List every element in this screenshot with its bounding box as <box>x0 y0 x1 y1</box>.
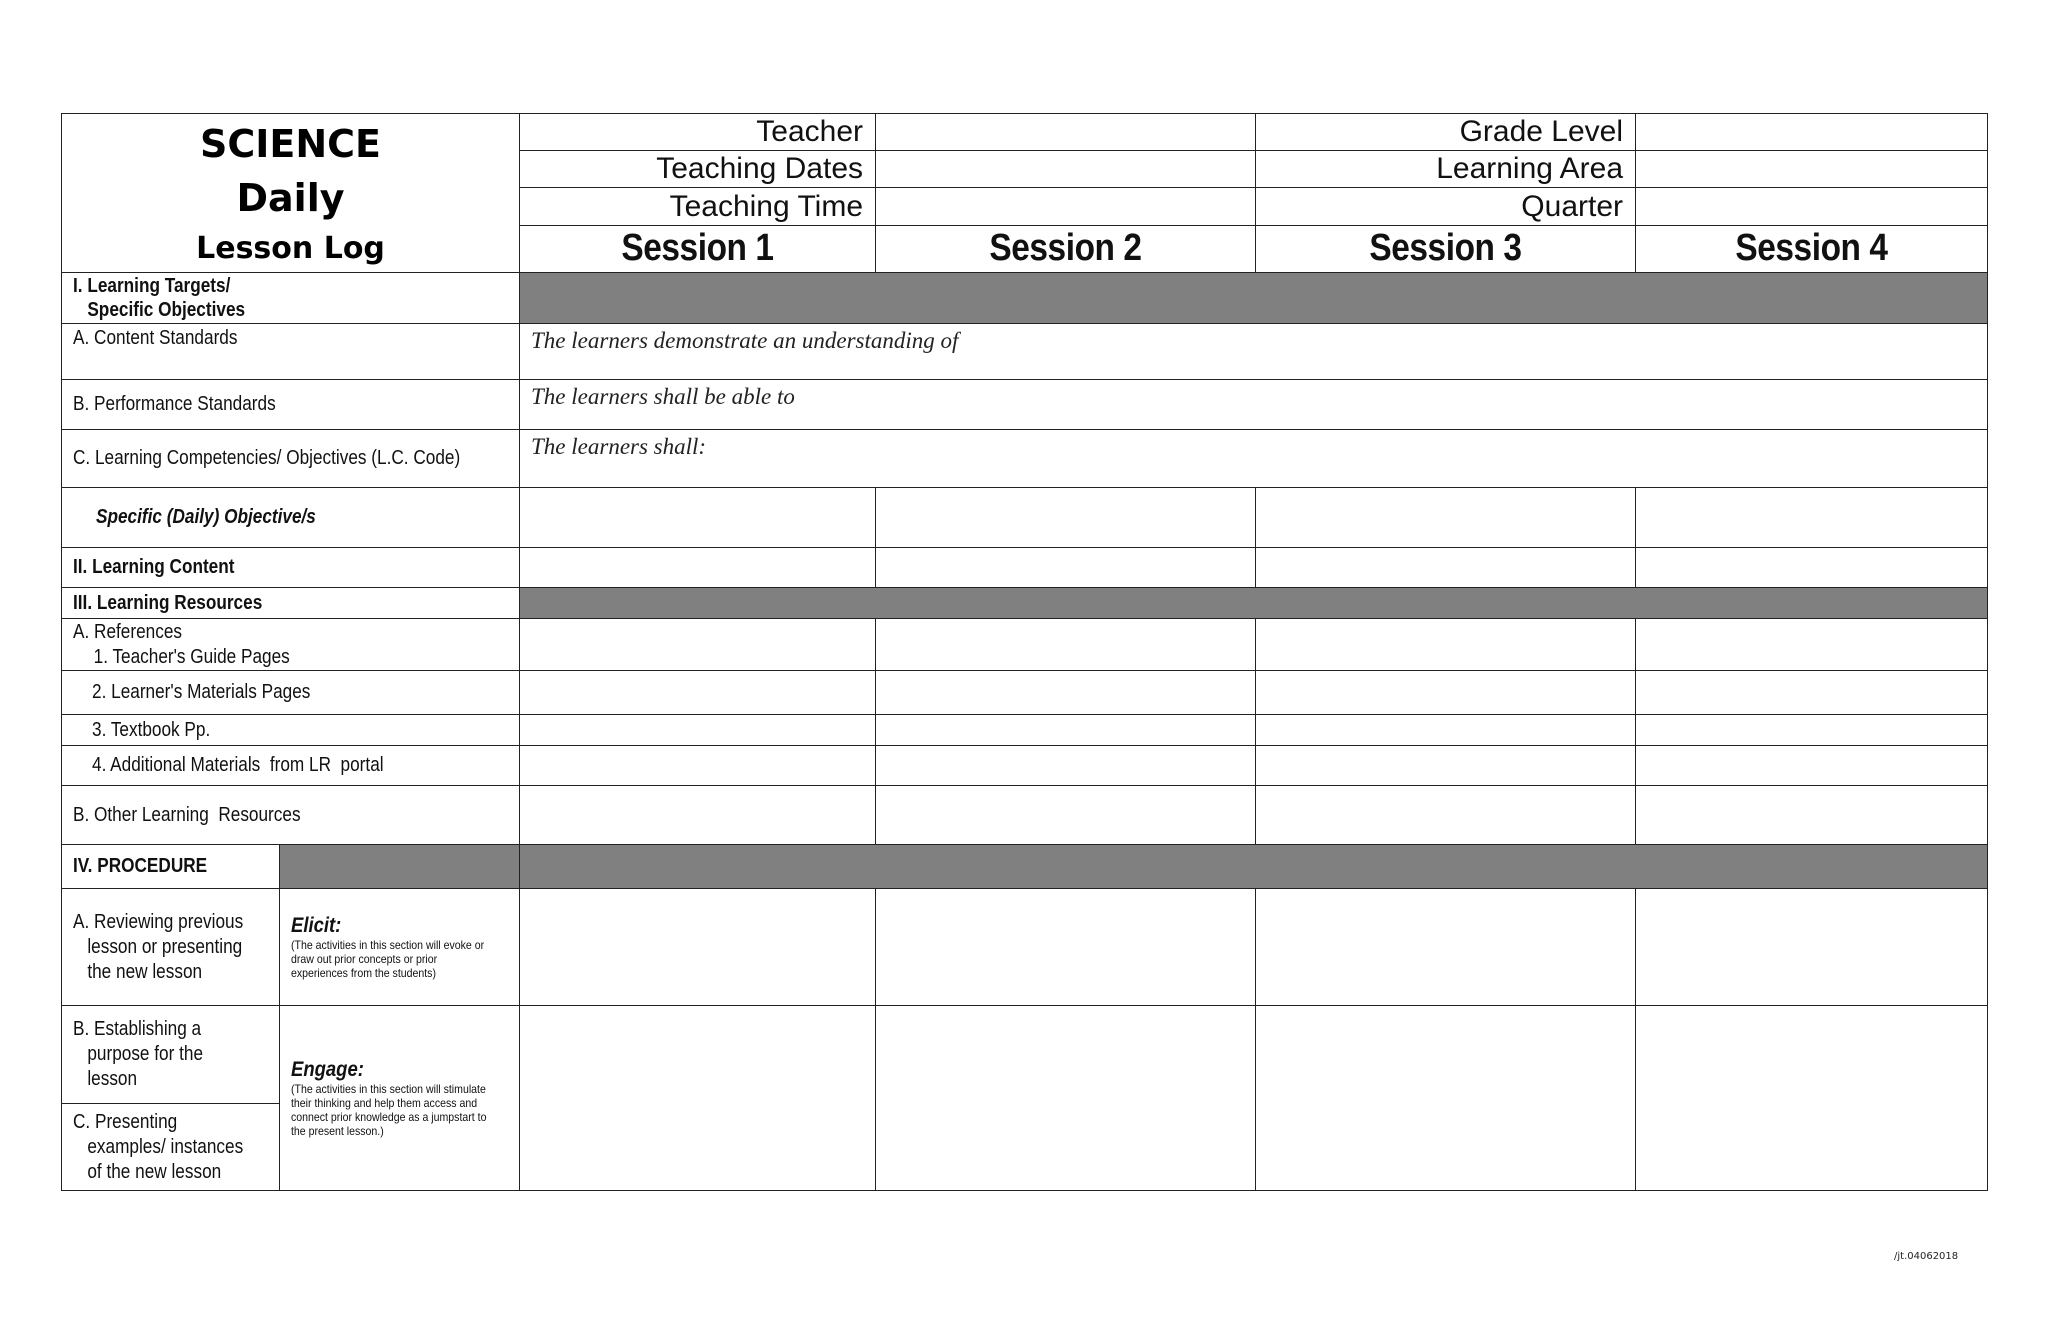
title-daily: Daily <box>236 176 345 220</box>
teaching-time-label: Teaching Time <box>520 188 876 225</box>
presenting-label: C. Presenting examples/ instances of the new lesson <box>62 1104 280 1191</box>
reviewing-session-3[interactable] <box>1256 889 1636 1006</box>
learners-materials-session-4[interactable] <box>1636 671 1988 715</box>
learning-area-field[interactable] <box>1636 151 1988 188</box>
engage-stage <box>280 1006 520 1191</box>
other-resources-label: B. Other Learning Resources <box>62 786 520 845</box>
gray-bar <box>520 273 1988 324</box>
title-lesson-log: Lesson Log <box>196 231 385 266</box>
reviewing-session-2[interactable] <box>876 889 1256 1006</box>
engage-session-4[interactable] <box>1636 1006 1988 1191</box>
learning-content-session-1[interactable] <box>520 548 876 588</box>
learning-content-session-3[interactable] <box>1256 548 1636 588</box>
reviewing-session-4[interactable] <box>1636 889 1988 1006</box>
teacher-label: Teacher <box>520 114 876 151</box>
engage-session-3[interactable] <box>1256 1006 1636 1191</box>
learning-targets-heading: I. Learning Targets/ Specific Objectives <box>62 273 520 324</box>
quarter-field[interactable] <box>1636 188 1988 225</box>
teaching-dates-field[interactable] <box>876 151 1256 188</box>
learners-materials-session-3[interactable] <box>1256 671 1636 715</box>
textbook-label: 3. Textbook Pp. <box>62 715 520 746</box>
textbook-session-4[interactable] <box>1636 715 1988 746</box>
gray-bar <box>520 588 1988 619</box>
session-3-header: Session 3 <box>1256 225 1636 272</box>
teachers-guide-session-4[interactable] <box>1636 619 1988 671</box>
title-subject: SCIENCE <box>200 122 382 166</box>
log-title <box>62 114 520 273</box>
specific-objectives-session-1[interactable] <box>520 488 876 548</box>
elicit-stage <box>280 889 520 1006</box>
teachers-guide-session-3[interactable] <box>1256 619 1636 671</box>
elicit-name: Elicit: <box>291 914 342 937</box>
procedure-heading: IV. PROCEDURE <box>62 845 280 889</box>
learning-resources-heading: III. Learning Resources <box>62 588 520 619</box>
additional-materials-session-2[interactable] <box>876 746 1256 786</box>
additional-materials-session-3[interactable] <box>1256 746 1636 786</box>
learning-area-label: Learning Area <box>1256 151 1636 188</box>
grade-level-label: Grade Level <box>1256 114 1636 151</box>
learning-content-heading: II. Learning Content <box>62 548 520 588</box>
additional-materials-label: 4. Additional Materials from LR portal <box>62 746 520 786</box>
learners-materials-label: 2. Learner's Materials Pages <box>62 671 520 715</box>
other-resources-session-2[interactable] <box>876 786 1256 845</box>
textbook-session-2[interactable] <box>876 715 1256 746</box>
specific-objectives-session-3[interactable] <box>1256 488 1636 548</box>
teachers-guide-session-2[interactable] <box>876 619 1256 671</box>
session-4-header: Session 4 <box>1636 225 1988 272</box>
engage-session-2[interactable] <box>876 1006 1256 1191</box>
daily-lesson-log-table <box>61 113 1988 1191</box>
additional-materials-session-4[interactable] <box>1636 746 1988 786</box>
content-standards-text[interactable]: The learners demonstrate an understanding of <box>520 324 1988 380</box>
teaching-time-field[interactable] <box>876 188 1256 225</box>
additional-materials-session-1[interactable] <box>520 746 876 786</box>
learning-content-session-2[interactable] <box>876 548 1256 588</box>
reviewing-session-1[interactable] <box>520 889 876 1006</box>
learning-competencies-label: C. Learning Competencies/ Objectives (L.C. Code) <box>62 430 520 488</box>
other-resources-session-3[interactable] <box>1256 786 1636 845</box>
teachers-guide-session-1[interactable] <box>520 619 876 671</box>
elicit-description: (The activities in this section will evoke or draw out prior concepts or prior experiences from the students) <box>291 938 485 980</box>
learning-content-session-4[interactable] <box>1636 548 1988 588</box>
teacher-field[interactable] <box>876 114 1256 151</box>
content-standards-label: A. Content Standards <box>62 324 520 380</box>
references-label: A. References 1. Teacher's Guide Pages <box>62 619 520 671</box>
gray-bar <box>280 845 520 889</box>
other-resources-session-4[interactable] <box>1636 786 1988 845</box>
learners-materials-session-1[interactable] <box>520 671 876 715</box>
session-2-header: Session 2 <box>876 225 1256 272</box>
session-1-header: Session 1 <box>520 225 876 272</box>
reviewing-label: A. Reviewing previous lesson or presenting the new lesson <box>62 889 280 1006</box>
specific-objectives-label: Specific (Daily) Objective/s <box>62 488 520 548</box>
gray-bar <box>520 845 1988 889</box>
engage-name: Engage: <box>291 1058 364 1081</box>
engage-session-1[interactable] <box>520 1006 876 1191</box>
grade-level-field[interactable] <box>1636 114 1988 151</box>
engage-description: (The activities in this section will stimulate their thinking and help them access and connect prior knowledge as a jumpstart to the present lesson.) <box>291 1082 487 1138</box>
specific-objectives-session-4[interactable] <box>1636 488 1988 548</box>
textbook-session-1[interactable] <box>520 715 876 746</box>
establishing-label: B. Establishing a purpose for the lesson <box>62 1006 280 1104</box>
learning-competencies-text[interactable]: The learners shall: <box>520 430 1988 488</box>
specific-objectives-session-2[interactable] <box>876 488 1256 548</box>
footer-code: /jt.04062018 <box>1894 1251 1959 1262</box>
teaching-dates-label: Teaching Dates <box>520 151 876 188</box>
performance-standards-label: B. Performance Standards <box>62 380 520 430</box>
textbook-session-3[interactable] <box>1256 715 1636 746</box>
other-resources-session-1[interactable] <box>520 786 876 845</box>
learners-materials-session-2[interactable] <box>876 671 1256 715</box>
quarter-label: Quarter <box>1256 188 1636 225</box>
performance-standards-text[interactable]: The learners shall be able to <box>520 380 1988 430</box>
